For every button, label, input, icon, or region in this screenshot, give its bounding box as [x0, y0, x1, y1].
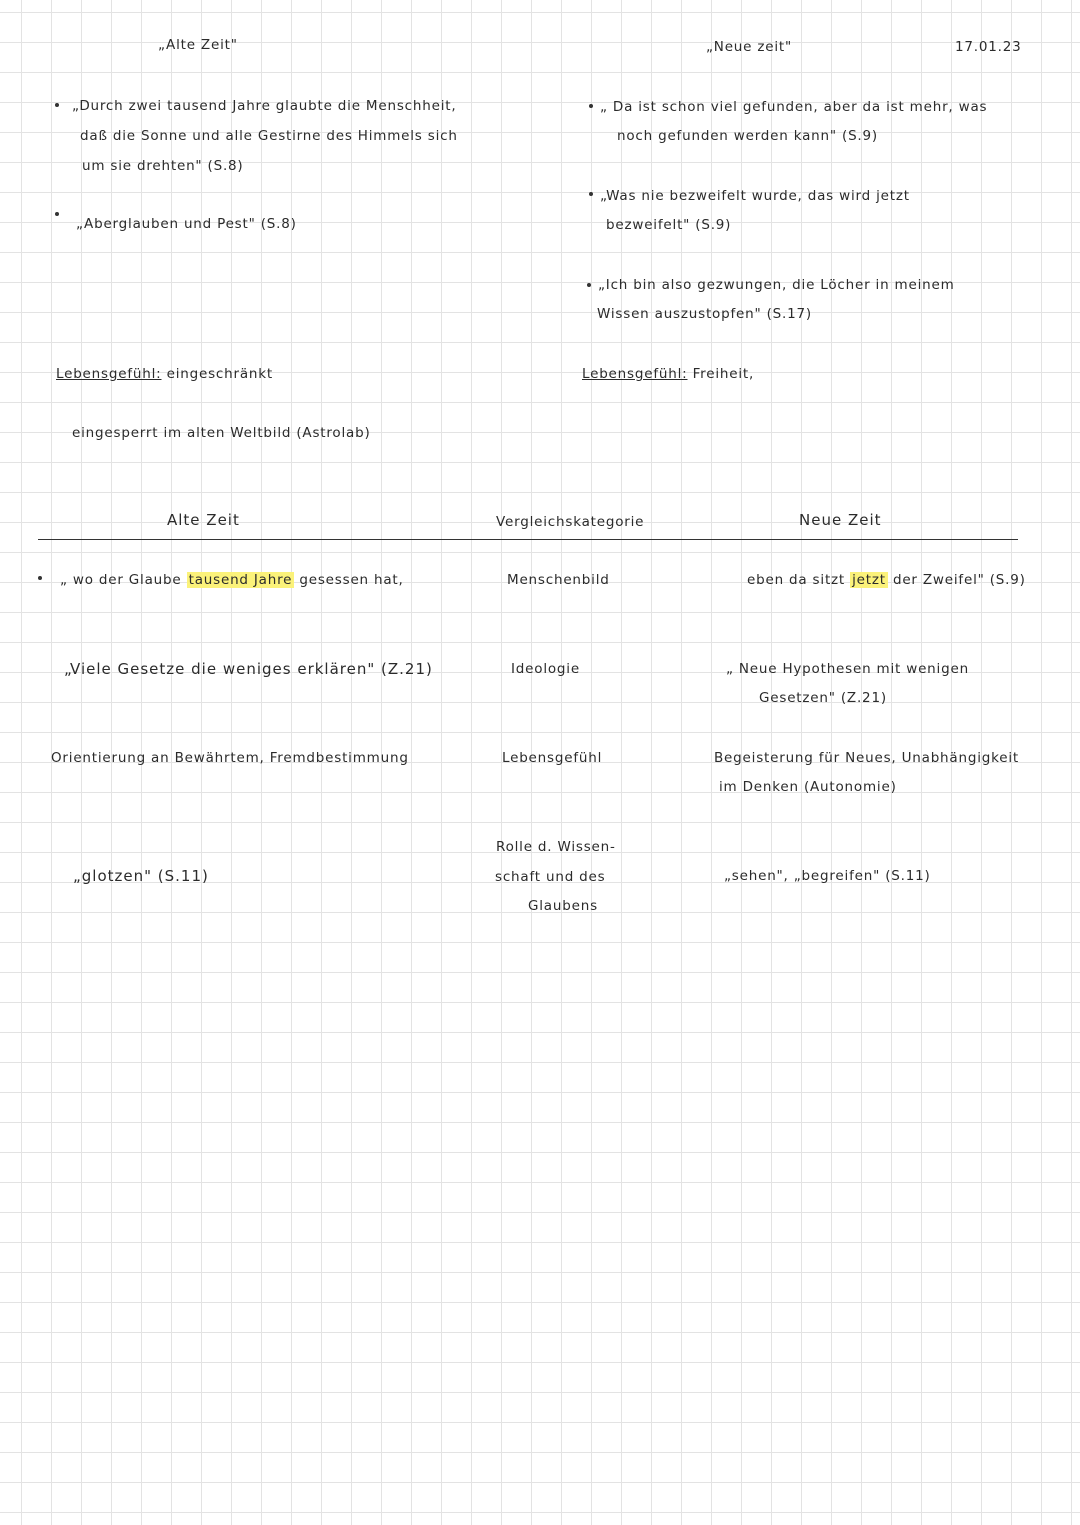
row3-right-line2: im Denken (Autonomie): [719, 779, 897, 795]
row1-left-pre: „ wo der Glaube: [60, 572, 182, 588]
left-quote2: „Aberglauben und Pest" (S.8): [76, 216, 297, 232]
table-header-middle: Vergleichskategorie: [496, 514, 645, 530]
left-feeling-value: eingeschränkt: [166, 366, 273, 382]
row2-left: „Viele Gesetze die weniges erklären" (Z.21): [64, 660, 433, 678]
row1-right: [747, 571, 1026, 589]
right-quote2-line1: „Was nie bezweifelt wurde, das wird jetzt: [600, 188, 910, 204]
bullet: [589, 192, 593, 196]
row3-category: Lebensgefühl: [502, 750, 603, 766]
row1-right-highlight: jetzt: [852, 572, 886, 588]
row1-right-post: der Zweifel" (S.9): [892, 572, 1026, 588]
row1-left-post: gesessen hat,: [299, 572, 404, 588]
left-quote1-line3: um sie drehten" (S.8): [82, 158, 244, 174]
row2-right-line2: Gesetzen" (Z.21): [759, 690, 887, 706]
bullet: [55, 212, 59, 216]
bullet: [589, 104, 593, 108]
right-quote2-line2: bezweifelt" (S.9): [606, 217, 732, 233]
row1-right-pre: eben da sitzt: [747, 572, 846, 588]
row4-right: „sehen", „begreifen" (S.11): [724, 868, 931, 884]
row1-left-highlight: tausend Jahre: [188, 572, 293, 588]
right-quote3-line2: Wissen auszustopfen" (S.17): [597, 306, 812, 322]
right-quote1-line2: noch gefunden werden kann" (S.9): [617, 128, 878, 144]
left-title: „Alte Zeit": [158, 37, 238, 53]
row1-left: [60, 571, 404, 589]
row3-left: Orientierung an Bewährtem, Fremdbestimmung: [51, 750, 409, 766]
right-feeling: [582, 365, 754, 383]
right-feeling-value: Freiheit,: [692, 366, 755, 382]
left-quote1-line2: daß die Sonne und alle Gestirne des Himmels sich: [80, 128, 458, 144]
left-feeling: [56, 365, 273, 383]
left-feeling-detail: eingesperrt im alten Weltbild (Astrolab): [72, 425, 371, 441]
row4-category-line3: Glaubens: [528, 898, 598, 914]
date: 17.01.23: [955, 39, 1022, 55]
right-title: „Neue zeit": [706, 39, 792, 55]
left-quote1-line1: „Durch zwei tausend Jahre glaubte die Menschheit,: [72, 98, 457, 114]
bullet: [55, 103, 59, 107]
table-header-rule: [38, 539, 1018, 540]
row4-left: „glotzen" (S.11): [73, 867, 209, 885]
right-quote1-line1: „ Da ist schon viel gefunden, aber da ist mehr, was: [600, 99, 988, 115]
row1-category: Menschenbild: [507, 572, 610, 588]
row4-category-line1: Rolle d. Wissen-: [496, 839, 616, 855]
table-header-left: Alte Zeit: [167, 511, 240, 529]
row4-category-line2: schaft und des: [495, 869, 606, 885]
right-quote3-line1: „Ich bin also gezwungen, die Löcher in meinem: [598, 277, 955, 293]
bullet: [587, 283, 591, 287]
row2-right-line1: „ Neue Hypothesen mit wenigen: [726, 661, 969, 677]
bullet: [38, 576, 42, 580]
left-feeling-label: Lebensgefühl:: [56, 366, 162, 382]
row2-category: Ideologie: [511, 661, 580, 677]
right-feeling-label: Lebensgefühl:: [582, 366, 688, 382]
table-header-right: Neue Zeit: [799, 511, 882, 529]
row3-right-line1: Begeisterung für Neues, Unabhängigkeit: [714, 750, 1020, 766]
